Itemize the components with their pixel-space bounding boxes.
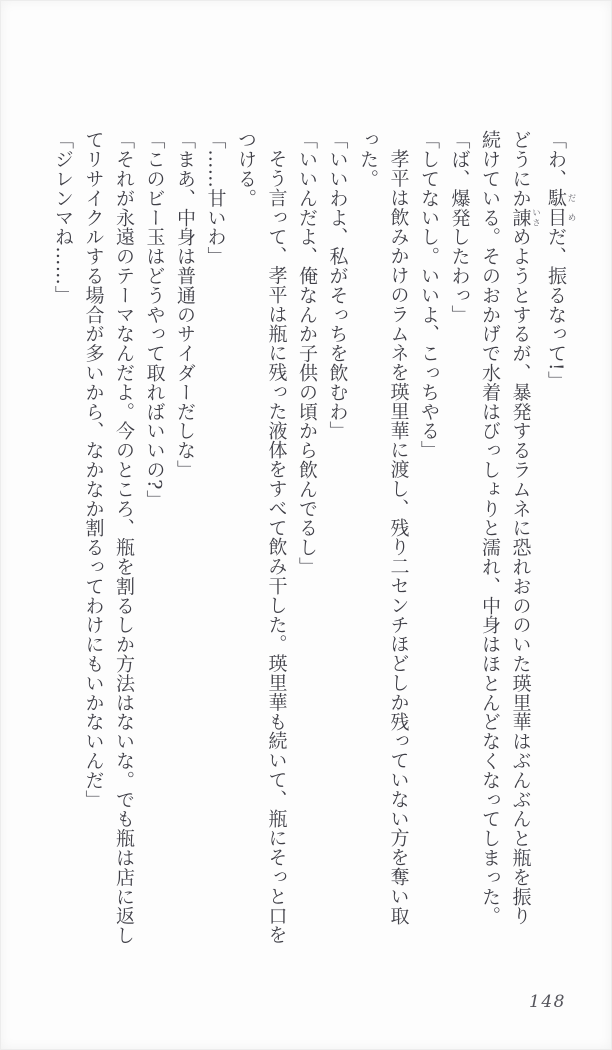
text-line: 「ば、爆発したわっ」 xyxy=(448,130,471,324)
text-line: 「わ、駄目 だめだ、振るなって!」 xyxy=(545,130,576,391)
text-line: 「……甘いわ」 xyxy=(204,130,227,266)
text-line: った。 xyxy=(357,130,379,189)
text-line: 「いいんだよ、俺なんか子供の頃から飲んでるし」 xyxy=(296,130,318,577)
text-line: 「まあ、中身は普通のサイダーだしな」 xyxy=(174,130,196,480)
vertical-text-block xyxy=(48,130,577,988)
text-line: つける。 xyxy=(235,130,257,208)
text-line: 「このビー玉はどうやって取ればいいの?」 xyxy=(143,130,166,510)
text-line: 「ジレンマね……」 xyxy=(52,130,74,305)
text-line: 孝平は飲みかけのラムネを瑛里華に渡し、残り二センチほどしか残っていない方を奪い取 xyxy=(387,149,410,925)
page-number: 148 xyxy=(529,992,566,1012)
text-line: 「いいわよ、私がそっちを飲むわ」 xyxy=(326,130,349,441)
text-line: そう言って、孝平は瓶に残った液体をすべて飲み干した。瑛里華も続いて、瓶にそっと口を xyxy=(265,149,288,945)
ruby-annotated-word: 駄目 だめ xyxy=(545,188,576,228)
text-line: 「してないし。いいよ、こっちやる」 xyxy=(418,130,440,460)
text-line: 「それが永遠のテーマなんだよ。今のところ、瓶を割るしか方法はないな。でも瓶は店に返し xyxy=(113,130,135,945)
ruby-annotated-word: 諌 いさ xyxy=(509,207,541,228)
text-line: 続けている。そのおかげで水着はびっしょりと濡れ、中身はほとんどなくなってしまった。 xyxy=(479,130,501,926)
text-line: てリサイクルする場合が多いから、なかなか割るってわけにもいかないんだ」 xyxy=(82,130,105,809)
text-line: どうにか諌 いさめようとするが、暴発するラムネに恐れおののいた瑛里華はぶんぶんと瓶を振り xyxy=(509,130,541,926)
